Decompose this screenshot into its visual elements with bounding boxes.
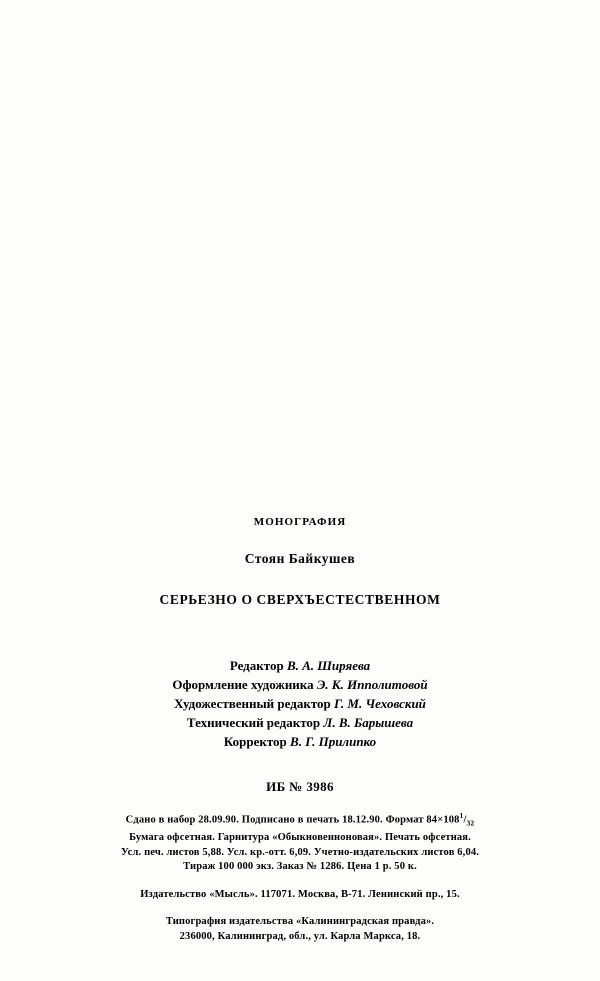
publication-kind: МОНОГРАФИЯ xyxy=(253,516,347,528)
credit-person: Л. В. Барышева xyxy=(323,715,414,730)
credit-row xyxy=(0,675,600,694)
ib-number: ИБ № 3986 xyxy=(266,779,334,794)
format-fraction-denominator: 32 xyxy=(466,818,475,828)
spacer xyxy=(0,902,600,915)
printer-line: Типография издательства «Калининградская правда». xyxy=(165,916,435,928)
colophon-block xyxy=(0,516,600,944)
credit-role: Технический редактор xyxy=(186,715,321,730)
production-line: Бумага офсетная. Гарнитура «Обыкновенноновая». Печать офсетная. xyxy=(129,832,471,844)
production-line: Тираж 100 000 экз. Заказ № 1286. Цена 1 р. 50 к. xyxy=(183,861,417,873)
credits-list xyxy=(0,656,600,751)
production-line-text: Сдано в набор 28.09.90. Подписано в печать 18.12.90. Формат 84×108 xyxy=(125,814,460,826)
credit-person: В. А. Ширяева xyxy=(286,658,371,673)
credit-role: Оформление художника xyxy=(172,677,314,692)
publisher-details xyxy=(0,888,600,903)
credit-person: Г. М. Чеховский xyxy=(334,696,426,711)
credit-person: Э. К. Ипполитовой xyxy=(316,677,428,692)
credit-person: В. Г. Прилипко xyxy=(290,734,377,749)
author-name: Стоян Байкушев xyxy=(244,551,356,566)
credit-row xyxy=(0,713,600,732)
book-title: СЕРЬЕЗНО О СВЕРХЪЕСТЕСТВЕННОМ xyxy=(159,592,441,607)
credit-row xyxy=(0,732,600,751)
credit-role: Художественный редактор xyxy=(174,696,331,711)
credit-role: Корректор xyxy=(223,734,287,749)
spacer xyxy=(0,875,600,888)
credit-row xyxy=(0,656,600,675)
format-fraction-numerator: 1 xyxy=(459,811,464,820)
credit-row xyxy=(0,694,600,713)
printer-line: 236000, Калининград, обл., ул. Карла Маркса, 18. xyxy=(179,930,421,942)
printer-details xyxy=(0,915,600,944)
production-line: Усл. печ. листов 5,88. Усл. кр.-отт. 6,09. Учетно-издательских листов 6,04. xyxy=(120,846,480,858)
production-details xyxy=(0,809,600,875)
publisher-line: Издательство «Мысль». 117071. Москва, В-71. Ленинский пр., 15. xyxy=(140,888,460,900)
production-line: Сдано в набор 28.09.90. Подписано в печать 18.12.90. Формат $84\times 108^1/_{32}$ xyxy=(125,811,475,828)
credit-role: Редактор xyxy=(229,658,284,673)
